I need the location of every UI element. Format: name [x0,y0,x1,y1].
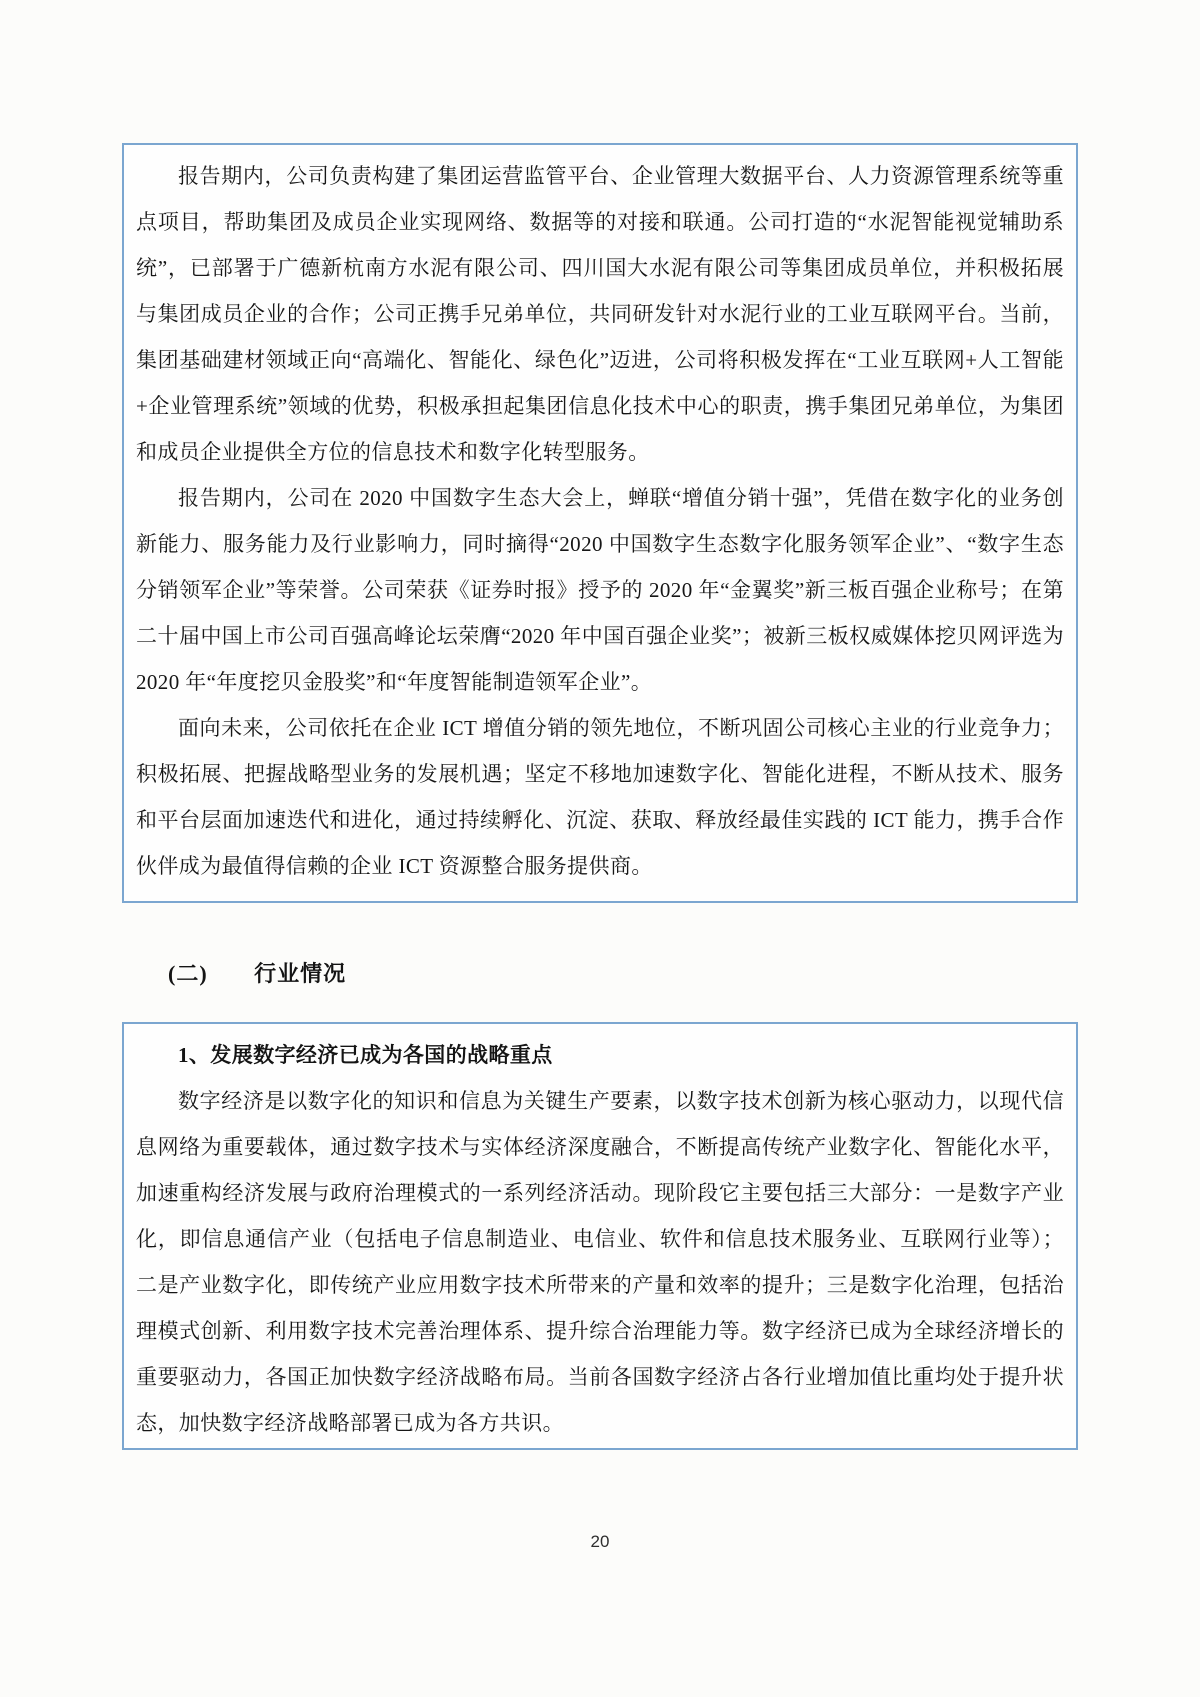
industry-text-box [122,1022,1078,1450]
page-number: 20 [590,1532,610,1551]
report-paragraph-1: 报告期内，公司负责构建了集团运营监管平台、企业管理大数据平台、人力资源管理系统等重点项目，帮助集团及成员企业实现网络、数据等的对接和联通。公司打造的“水泥智能视觉辅助系统”，已部署于广德新杭南方水泥有限公司、四川国大水泥有限公司等集团成员单位，并积极拓展与集团成员企业的合作；公司正携手兄弟单位，共同研发针对水泥行业的工业互联网平台。当前，集团基础建材领域正向“高端化、智能化、绿色化”迈进，公司将积极发挥在“工业互联网+人工智能+企业管理系统”领域的优势，积极承担起集团信息化技术中心的职责，携手集团兄弟单位，为集团和成员企业提供全方位的信息技术和数字化转型服务。 [136,164,1064,464]
report-paragraph-3: 面向未来，公司依托在企业 ICT 增值分销的领先地位，不断巩固公司核心主业的行业竞争力；积极拓展、把握战略型业务的发展机遇；坚定不移地加速数字化、智能化进程，不断从技术、服务和平台层面加速迭代和进化，通过持续孵化、沉淀、获取、释放经最佳实践的 ICT 能力，携手合作伙伴成为最值得信赖的企业 ICT 资源整合服务提供商。 [136,716,1064,878]
report-period-text-box [122,143,1078,903]
industry-paragraph: 数字经济是以数字化的知识和信息为关键生产要素，以数字技术创新为核心驱动力，以现代信息网络为重要载体，通过数字技术与实体经济深度融合，不断提高传统产业数字化、智能化水平，加速重构经济发展与政府治理模式的一系列经济活动。现阶段它主要包括三大部分：一是数字产业化，即信息通信产业（包括电子信息制造业、电信业、软件和信息技术服务业、互联网行业等）；二是产业数字化，即传统产业应用数字技术所带来的产量和效率的提升；三是数字化治理，包括治理模式创新、利用数字技术完善治理体系、提升综合治理能力等。数字经济已成为全球经济增长的重要驱动力，各国正加快数字经济战略布局。当前各国数字经济占各行业增加值比重均处于提升状态，加快数字经济战略部署已成为各方共识。 [136,1089,1064,1435]
industry-subheading: 1、发展数字经济已成为各国的战略重点 [178,1043,553,1067]
section-heading-industry [168,957,346,988]
report-paragraph-2: 报告期内，公司在 2020 中国数字生态大会上，蝉联“增值分销十强”，凭借在数字化的业务创新能力、服务能力及行业影响力，同时摘得“2020 中国数字生态数字化服务领军企业”、“数字生态分销领军企业”等荣誉。公司荣获《证券时报》授予的 2020 年“金翼奖”新三板百强企业称号；在第二十届中国上市公司百强高峰论坛荣膺“2020 年中国百强企业奖”；被新三板权威媒体挖贝网评选为 2020 年“年度挖贝金股奖”和“年度智能制造领军企业”。 [136,486,1064,694]
section-number: (二) [168,961,208,986]
section-title: 行业情况 [254,961,347,986]
